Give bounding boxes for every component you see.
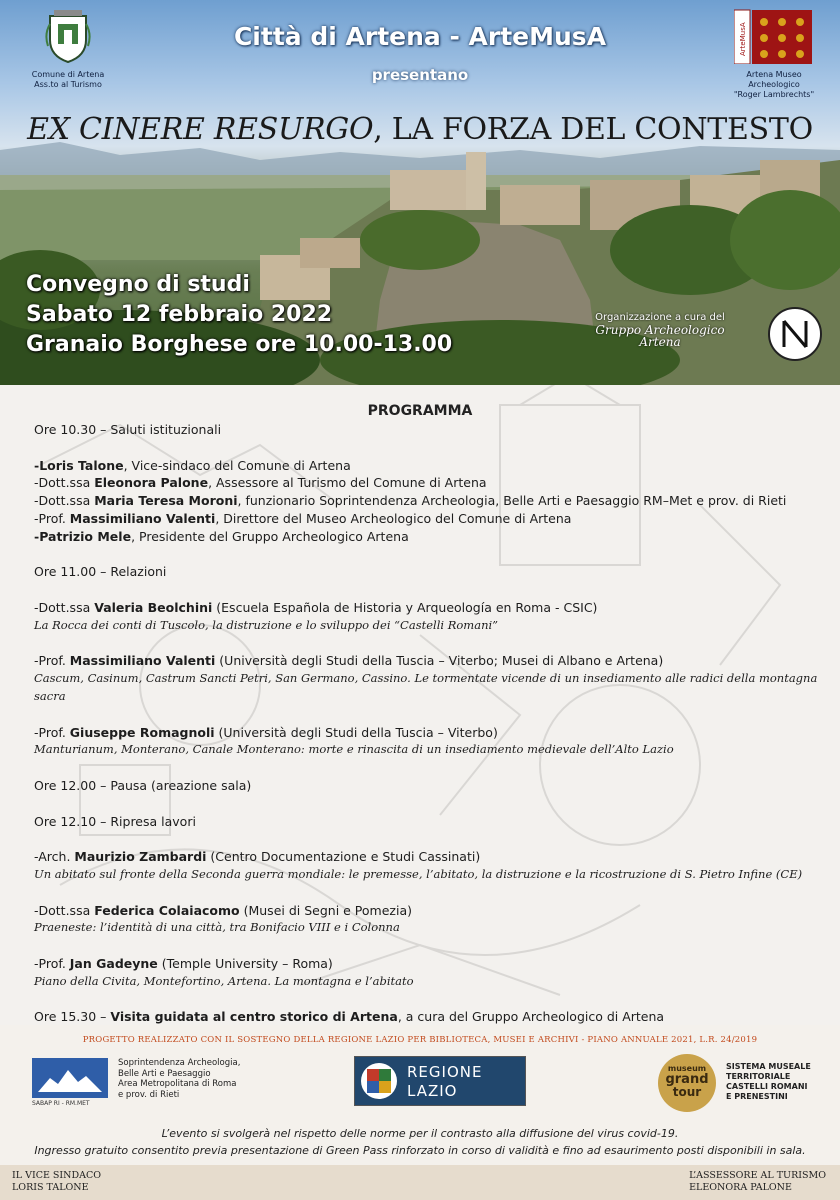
artemusa-badge-icon: [734, 6, 814, 64]
page-title: Città di Artena - ArteMusA: [233, 22, 607, 51]
talk-speaker: -Dott.ssa Valeria Beolchini (Escuela Española de Historia y Arqueología en Roma - CSIC): [34, 599, 598, 615]
session-relazioni: Ore 11.00 – Relazioni: [34, 564, 167, 580]
session-pausa: Ore 12.00 – Pausa (areazione sala): [34, 777, 252, 793]
list-item: -Prof. Massimiliano Valenti, Direttore del Museo Archeologico del Comune di Artena: [34, 510, 572, 526]
presentano-label: presentano: [371, 66, 469, 84]
event-title-latin: EX CINERE RESURGO: [27, 112, 374, 147]
list-item: -Dott.ssa Maria Teresa Moroni, funzionario Soprintendenza Archeologia, Belle Arti e Paesaggio RM–Met e prov. di Rieti: [34, 493, 787, 509]
signature-vice-sindaco: IL VICE SINDACO LORIS TALONE: [12, 1170, 102, 1193]
sponsor-logos: [0, 1050, 840, 1120]
list-item: -Dott.ssa Eleonora Palone, Assessore al Turismo del Comune di Artena: [34, 475, 487, 491]
talk-speaker: -Prof. Massimiliano Valenti (Università degli Studi della Tuscia – Viterbo; Musei di Albano e Artena): [34, 653, 664, 669]
organizer-name: Gruppo Archeologico: [595, 323, 725, 337]
museum-label-2: Archeologico: [748, 80, 800, 89]
organizer-city: Artena: [639, 335, 681, 349]
event-venue-time: Granaio Borghese ore 10.00-13.00: [26, 332, 453, 357]
event-details: [26, 270, 452, 360]
program-title: PROGRAMMA: [367, 403, 473, 419]
talk-title: Un abitato sul fronte della Seconda guerra mondiale: le premesse, l’abitato, la distruzione e la ricostruzione di S. Pietro Infine (CE): [34, 866, 803, 881]
museum-logo: [720, 6, 828, 100]
program-section: [0, 385, 840, 1025]
talk-title: Piano della Civita, Montefortino, Artena. La montagna e l’abitato: [34, 973, 414, 988]
header-banner: [0, 0, 840, 385]
regione-lazio-logo: [354, 1056, 526, 1106]
sistema-museale-label: SISTEMA MUSEALE TERRITORIALE CASTELLI ROMANI E PRENESTINI: [726, 1062, 811, 1101]
organizer-block: [570, 312, 750, 348]
program-list: [34, 421, 824, 1025]
artemusa-badge-text: ArteMusA: [739, 22, 747, 56]
talk-title-cont: sacra: [34, 688, 66, 703]
signature-assessore: L’ASSESSORE AL TURISMO ELEONORA PALONE: [689, 1170, 826, 1193]
event-title: [0, 112, 840, 147]
lazio-label-2: LAZIO: [407, 1082, 458, 1100]
covid-notice: L’evento si svolgerà nel rispetto delle norme per il contrasto alla diffusione del virus covid-19. Ingresso gratuito consentito previa presentazione di Green Pass rinforzato in corso di validità e fino ad esaurimento posti disponibili in sala.: [34, 1127, 806, 1157]
museum-label-3: "Roger Lambrechts": [733, 90, 815, 99]
museum-label-1: Artena Museo: [746, 70, 802, 79]
event-type: Convegno di studi: [26, 272, 250, 297]
talk-title: Manturianum, Monterano, Canale Monterano: morte e rinascita di un insediamento medievale dell’Alto Lazio: [34, 742, 674, 757]
session-saluti: Ore 10.30 – Saluti istituzionali: [34, 422, 222, 437]
list-item: -Loris Talone, Vice-sindaco del Comune di Artena: [34, 457, 351, 473]
talk-title: Praeneste: l’identità di una città, tra Bonifacio VIII e i Colonna: [34, 920, 400, 935]
list-item: -Patrizio Mele, Presidente del Gruppo Archeologico Artena: [34, 528, 409, 544]
comune-label: Comune di Artena: [31, 70, 105, 79]
lazio-emblem-icon: [359, 1061, 399, 1101]
talk-title: La Rocca dei conti di Tuscolo, la distruzione e lo sviluppo dei “Castelli Romani”: [34, 617, 499, 632]
ga-logo-icon: [770, 309, 820, 359]
session-ripresa: Ore 12.10 – Ripresa lavori: [34, 813, 196, 829]
gruppo-archeologico-logo: [768, 307, 822, 361]
event-title-rest: , LA FORZA DEL CONTESTO: [373, 112, 813, 147]
funding-note: PROGETTO REALIZZATO CON IL SOSTEGNO DELLA REGIONE LAZIO PER BIBLIOTECA, MUSEI E ARCHIVI - PIANO ANNUALE 2021, L.R. 24/2019: [82, 1035, 758, 1045]
talk-speaker: -Arch. Maurizio Zambardi (Centro Documentazione e Studi Cassinati): [34, 849, 481, 865]
sabap-emblem-icon: [32, 1058, 108, 1098]
sabap-caption: SABAP RI - RM.MET: [32, 1100, 90, 1107]
museum-grand-tour-logo: museum grand tour: [658, 1054, 716, 1112]
talk-speaker: -Prof. Jan Gadeyne (Temple University – Roma): [34, 955, 333, 971]
assessorato-label: Ass.to al Turismo: [34, 80, 102, 89]
event-date: Sabato 12 febbraio 2022: [26, 302, 333, 327]
talk-speaker: -Prof. Giuseppe Romagnoli (Università degli Studi della Tuscia – Viterbo): [34, 724, 498, 740]
organizer-intro: Organizzazione a cura del: [595, 312, 725, 323]
session-visita: Ore 15.30 – Visita guidata al centro storico di Artena, a cura del Gruppo Archeologico di Artena: [34, 1009, 665, 1025]
talk-title: Cascum, Casinum, Castrum Sancti Petri, San Germano, Cassino. Le tormentate vicende di un insediamento alle radici della montagna: [34, 671, 818, 686]
lazio-label-1: REGIONE: [407, 1063, 483, 1081]
talk-speaker: -Dott.ssa Federica Colaiacomo (Musei di Segni e Pomezia): [34, 902, 412, 918]
sabap-name: Soprintendenza Archeologia, Belle Arti e Paesaggio Area Metropolitana di Roma e prov. di Rieti: [118, 1058, 241, 1100]
sabap-logo: [32, 1058, 241, 1107]
